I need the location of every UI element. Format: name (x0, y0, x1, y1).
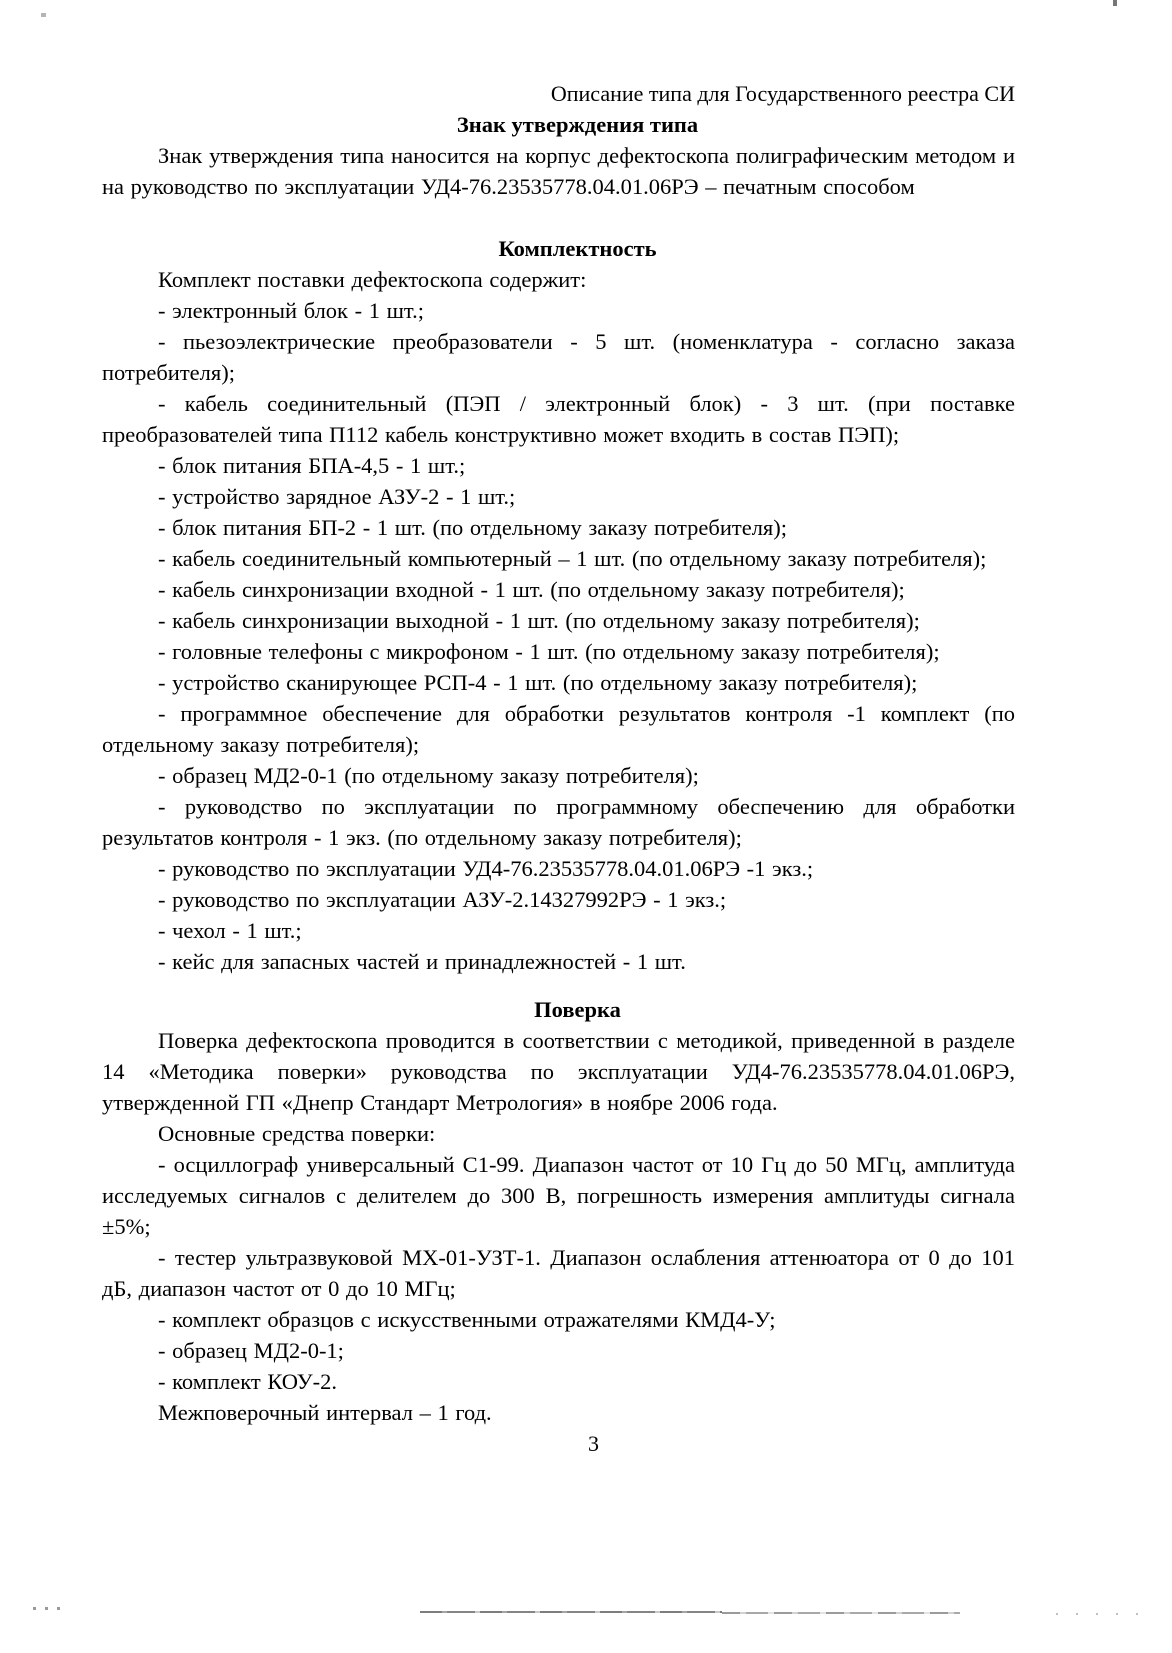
scan-artifact-bottom-line-faint (722, 1612, 960, 1614)
list-item: - кабель синхронизации входной - 1 шт. (по отдельному заказу потребителя); (158, 577, 905, 602)
list-item: - тестер ультразвуковой МХ-01-УЗТ-1. Диапазон ослабления аттенюатора от 0 до 101 дБ, диапазон частот от 0 до 10 МГц; (102, 1245, 1015, 1301)
list-item: - пьезоэлектрические преобразователи - 5 шт. (номенклатура - согласно заказа потребителя); (102, 329, 1015, 385)
list-item: - комплект образцов с искусственными отражателями КМД4-У; (158, 1307, 776, 1332)
list-item: - устройство сканирующее РСП-4 - 1 шт. (по отдельному заказу потребителя); (158, 670, 918, 695)
page-number: 3 (588, 1431, 599, 1456)
list-item: - программное обеспечение для обработки результатов контроля -1 комплект (по отдельному заказу потребителя); (102, 701, 1015, 757)
paragraph-type-mark: Знак утверждения типа наносится на корпус дефектоскопа полиграфическим методом и на руководство по эксплуатации УД4-76.23535778.04.01.06РЭ – печатным способом (102, 143, 1015, 199)
paragraph-interval: Межповерочный интервал – 1 год. (158, 1400, 492, 1425)
paragraph-verification-intro: Поверка дефектоскопа проводится в соответствии с методикой, приведенной в разделе 14 «Методика поверки» руководства по эксплуатации УД4-76.23535778.04.01.06РЭ, утвержденной ГП «Днепр Стандарт Метрология» в ноябре 2006 года. (102, 1028, 1015, 1115)
paragraph-completeness-intro: Комплект поставки дефектоскопа содержит: (158, 267, 587, 292)
list-item: - руководство по эксплуатации АЗУ-2.14327992РЭ - 1 экз.; (158, 887, 727, 912)
list-item: - блок питания БПА-4,5 - 1 шт.; (158, 453, 466, 478)
list-item: - образец МД2-0-1 (по отдельному заказу потребителя); (158, 763, 699, 788)
list-item: - кабель соединительный компьютерный – 1 шт. (по отдельному заказу потребителя); (158, 546, 987, 571)
list-item: - кейс для запасных частей и принадлежностей - 1 шт. (158, 949, 686, 974)
list-item: - кабель соединительный (ПЭП / электронный блок) - 3 шт. (при поставке преобразователей типа П112 кабель конструктивно может входить в состав ПЭП); (102, 391, 1015, 447)
header-note: Описание типа для Государственного реестра СИ (550, 81, 1015, 106)
section-title-type-mark: Знак утверждения типа (456, 112, 699, 137)
paragraph-means-label: Основные средства поверки: (158, 1121, 436, 1146)
list-item: - руководство по эксплуатации по программному обеспечению для обработки результатов контроля - 1 экз. (по отдельному заказу потребителя); (102, 794, 1015, 850)
scan-artifact-speck-top-right (1113, 0, 1117, 6)
list-item: - кабель синхронизации выходной - 1 шт. (по отдельному заказу потребителя); (158, 608, 920, 633)
scan-artifact-speck-top-left (41, 13, 46, 17)
section-title-verification: Поверка (534, 997, 621, 1022)
section-title-completeness: Комплектность (498, 236, 657, 261)
scan-artifact-bottom-line (420, 1611, 722, 1613)
list-item: - комплект КОУ-2. (158, 1369, 338, 1394)
list-item: - образец МД2-0-1; (158, 1338, 344, 1363)
list-item: - устройство зарядное АЗУ-2 - 1 шт.; (158, 484, 516, 509)
list-item: - руководство по эксплуатации УД4-76.23535778.04.01.06РЭ -1 экз.; (158, 856, 814, 881)
list-item: - чехол - 1 шт.; (158, 918, 302, 943)
list-item: - электронный блок - 1 шт.; (158, 298, 424, 323)
scan-artifact-dots-bottom-left (33, 1607, 67, 1610)
list-item: - головные телефоны с микрофоном - 1 шт. (по отдельному заказу потребителя); (158, 639, 940, 664)
list-item: - блок питания БП-2 - 1 шт. (по отдельному заказу потребителя); (158, 515, 788, 540)
scan-artifact-dots-bottom-right (1056, 1613, 1140, 1615)
list-item: - осциллограф универсальный С1-99. Диапазон частот от 10 Гц до 50 МГц, амплитуда исследуемых сигналов с делителем до 300 В, погрешность измерения амплитуды сигнала ±5%; (102, 1152, 1015, 1239)
